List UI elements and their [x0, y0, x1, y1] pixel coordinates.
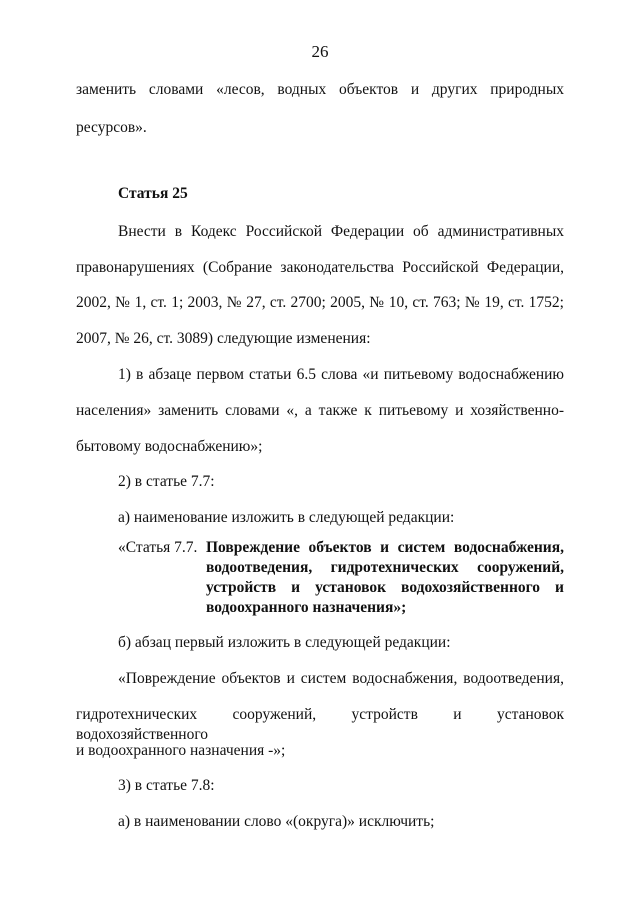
- quote-body: [206, 538, 564, 618]
- quote-prefix: «Статья 7.7.: [118, 539, 198, 556]
- list-item-line: бытовому водоснабжению»;: [76, 438, 263, 455]
- quote-line: Повреждение объектов и систем водоснабжения,: [206, 539, 564, 556]
- list-item: 3) в статье 7.8:: [118, 777, 215, 794]
- paragraph-line: Внести в Кодекс Российской Федерации об административных: [118, 223, 564, 240]
- paragraph-line: 2002, № 1, ст. 1; 2003, № 27, ст. 2700; 2005, № 10, ст. 763; № 19, ст. 1752;: [76, 294, 564, 311]
- paragraph-line: «Повреждение объектов и систем водоснабжения, водоотведения,: [118, 670, 564, 687]
- list-item: а) наименование изложить в следующей редакции:: [118, 509, 455, 526]
- article-heading: Статья 25: [118, 185, 188, 202]
- quote-line: водоотведения, гидротехнических сооружений,: [206, 559, 564, 576]
- paragraph-line: гидротехнических сооружений, устройств и установок водохозяйственного: [76, 706, 564, 743]
- paragraph-line: 2007, № 26, ст. 3089) следующие изменения:: [76, 330, 371, 347]
- paragraph-line: заменить словами «лесов, водных объектов и других природных: [76, 81, 564, 98]
- paragraph-line: ресурсов».: [76, 119, 147, 136]
- list-item: 2) в статье 7.7:: [118, 473, 215, 490]
- list-item: б) абзац первый изложить в следующей редакции:: [118, 634, 451, 651]
- list-item: а) в наименовании слово «(округа)» исключить;: [118, 813, 435, 830]
- quote-line: водоохранного назначения»;: [206, 599, 407, 616]
- list-item-line: населения» заменить словами «, а также к питьевому и хозяйственно-: [76, 402, 564, 419]
- paragraph-line: правонарушениях (Собрание законодательства Российской Федерации,: [76, 259, 564, 276]
- quote-line: устройств и установок водохозяйственного и: [206, 579, 564, 596]
- list-item-line: 1) в абзаце первом статьи 6.5 слова «и питьевому водоснабжению: [118, 366, 564, 383]
- paragraph-line: и водоохранного назначения -»;: [76, 742, 286, 759]
- page-number: 26: [311, 42, 329, 61]
